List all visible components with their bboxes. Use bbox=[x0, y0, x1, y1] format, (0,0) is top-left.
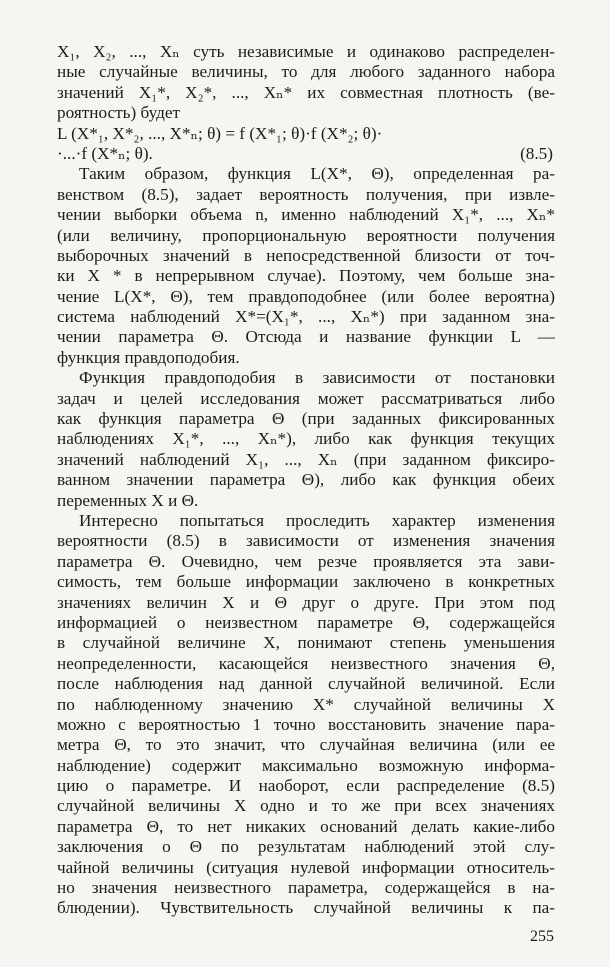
text-line: симость, тем больше информации заключено в конкретных bbox=[57, 572, 555, 592]
text-line: метра Θ, то это значит, что случайная величина (или ее bbox=[57, 735, 555, 755]
text-line: функция правдоподобия. bbox=[57, 347, 240, 367]
text-line: наблюдение) содержит максимально возможную информа- bbox=[57, 755, 555, 775]
text-line: параметра Θ, то нет никаких оснований делать какие-либо bbox=[57, 816, 555, 836]
text-line: информацией о неизвестном параметре Θ, содержащейся bbox=[57, 612, 555, 632]
text-line: заключения о Θ по результатам наблюдений этой слу- bbox=[57, 837, 555, 857]
text-line: значениях величин X и Θ друг о друге. При этом под bbox=[57, 592, 555, 612]
text-line: блюдении). Чувствительность случайной величины к па- bbox=[57, 898, 555, 918]
text-line: после наблюдения над данной случайной величиной. Если bbox=[57, 674, 555, 694]
text-line: значений X₁*, X₂*, ..., Xₙ* их совместная плотность (ве- bbox=[57, 82, 555, 102]
text-line: случайной величины X одно и то же при всех значениях bbox=[57, 796, 555, 816]
text-line: но значения неизвестного параметра, содержащейся в на- bbox=[57, 878, 555, 898]
text-line: выборочных значений в непосредственной близости от точ- bbox=[57, 245, 555, 265]
text-line: неопределенности, касающейся неизвестного значения Θ, bbox=[57, 653, 555, 673]
text-line: можно с вероятностью 1 точно восстановить значение пара- bbox=[57, 714, 555, 734]
text-line: переменных X и Θ. bbox=[57, 490, 199, 510]
text-line: как функция параметра Θ (при заданных фиксированных bbox=[57, 409, 555, 429]
text-line: (или величину, пропорциональную вероятности получения bbox=[57, 225, 555, 245]
text-line: Функция правдоподобия в зависимости от постановки bbox=[79, 368, 555, 388]
text-line: чение L(X*, Θ), тем правдоподобнее (или более вероятна) bbox=[57, 286, 555, 306]
text-line: параметра Θ. Очевидно, чем резче проявляется эта зави- bbox=[57, 551, 555, 571]
formula-text: ·...·f (X*ₙ; θ). bbox=[57, 143, 153, 163]
text-line: Таким образом, функция L(X*, Θ), определенная ра- bbox=[79, 164, 555, 184]
text-line: в случайной величине X, понимают степень уменьшения bbox=[57, 633, 555, 653]
text-line: чении параметра Θ. Отсюда и название функции L — bbox=[57, 327, 555, 347]
text-line: система наблюдений X*=(X₁*, ..., Xₙ*) при заданном зна- bbox=[57, 307, 555, 327]
text-line: Интересно попытаться проследить характер изменения bbox=[79, 510, 555, 530]
text-line: ные случайные величины, то для любого заданного набора bbox=[57, 62, 555, 82]
text-line: наблюдениях X₁*, ..., Xₙ*), либо как функция текущих bbox=[57, 429, 555, 449]
text-line: ванном значении параметра Θ), либо как функция обеих bbox=[57, 470, 555, 490]
text-line: цию о параметре. И наоборот, если распределение (8.5) bbox=[57, 776, 555, 796]
page-body bbox=[57, 42, 555, 919]
page-number: 255 bbox=[530, 928, 554, 945]
text-line: роятность) будет bbox=[57, 103, 180, 123]
text-line: X₁, X₂, ..., Xₙ суть независимые и одинаково распределен- bbox=[57, 42, 555, 61]
text-line: вероятности (8.5) в зависимости от изменения значения bbox=[57, 531, 555, 551]
text-line: задач и целей исследования может рассматриваться либо bbox=[57, 388, 555, 408]
text-line: чайной величины (ситуация нулевой информации относитель- bbox=[57, 857, 555, 877]
text-line: венством (8.5), задает вероятность получения, при извле- bbox=[57, 184, 555, 204]
formula-line-with-number bbox=[57, 144, 555, 164]
text-line: значений наблюдений X₁, ..., Xₙ (при заданном фиксиро- bbox=[57, 449, 555, 469]
text-line: чении выборки объема n, именно наблюдений X₁*, ..., Xₙ* bbox=[57, 205, 555, 225]
formula-line: L (X*₁, X*₂, ..., X*ₙ; θ) = f (X*₁; θ)·f (X*₂; θ)· bbox=[57, 123, 383, 143]
equation-number: (8.5) bbox=[520, 143, 553, 163]
text-line: по наблюденному значению X* случайной величины X bbox=[57, 694, 555, 714]
text-line: ки X * в непрерывном случае). Поэтому, чем больше зна- bbox=[57, 266, 555, 286]
